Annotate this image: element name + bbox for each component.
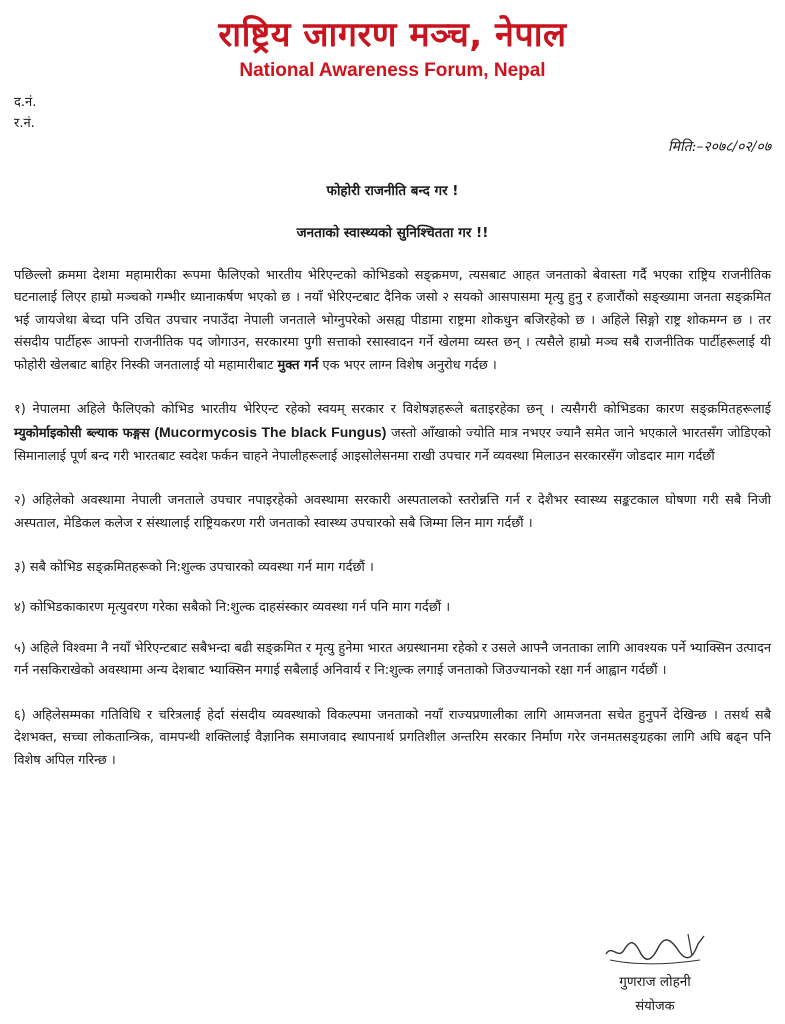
org-name-nepali: राष्ट्रिय जागरण मञ्च, नेपाल <box>218 15 567 55</box>
demand-1 <box>14 399 771 468</box>
demand-1-bold-nepali: म्युकोर्माइकोसी ब्ल्याक फङ्गस <box>14 426 150 442</box>
signatory-name: गुणराज लोहनी <box>619 974 691 990</box>
intro-text: पछिल्लो क्रममा देशमा महामारीका रूपमा फैलिएको भारतीय भेरिएन्टको कोभिडको सङ्क्रमण, त्यसबाट आहत जनताको बेवास्ता गर्दै भएका राष्ट्रिय राजनीतिक घटनालाई लिएर हाम्रो मञ्चको गम्भीर ध्यानाकर्षण भएको छ । नयाँ भेरिएन्टबाट दैनिक जसो २ सयको आसपासमा मृत्यु हुनु र हजारौंको सङ्ख्यामा जनता सङ्क्रमित भई जायजेथा बेच्दा पनि उचित उपचार नपाउँदा नेपाली जनताले भोग्नुपरेको असह्य पीडामा राष्ट्रमा शोकधुन बजिरहेको छ । अहिले सिङ्गो राष्ट्र शोकमग्न छ । तर संसदीय पार्टीहरू आफ्नो राजनीतिक पद जोगाउन, सरकारमा पुगी सत्ताको रसास्वादन गर्ने खेलमा व्यस्त छन् । त्यसैले हाम्रो मञ्च सबै राजनीतिक पार्टीहरूलाई यी फोहोरी खेलबाट बाहिर निस्की जनतालाई यो महामारीबाट <box>14 268 771 373</box>
intro-paragraph <box>14 265 771 377</box>
demand-2: २) अहिलेको अवस्थामा नेपाली जनताले उपचार नपाइरहेको अवस्थामा सरकारी अस्पतालको स्तरोन्नत्ति गर्न र देशैभर स्वास्थ्य सङ्कटकाल घोषणा गरी सबै निजी अस्पताल, मेडिकल कलेज र संस्थालाई राष्ट्रियकरण गरी जनताको स्वास्थ्य उपचारको सबै जिम्मा लिन माग गर्दछौं । <box>14 493 771 531</box>
heading-secondary: जनताको स्वास्थ्यको सुनिश्चितता गर !! <box>296 225 489 241</box>
signature-block <box>585 930 725 1014</box>
demand-1-text: १) नेपालमा अहिले फैलिएको कोभिड भारतीय भेरिएन्ट रहेको स्वयम् सरकार र विशेषज्ञहरूले बताइरहेका छन् । त्यसैगरी कोभिडका कारण सङ्क्रमितहरूलाई <box>14 402 771 418</box>
reference-block <box>14 92 36 134</box>
demand-6: ६) अहिलेसम्मका गतिविधि र चरित्रलाई हेर्दा संसदीय व्यवस्थाको विकल्पमा जनताको नयाँ राज्यप्रणालीका लागि आमजनता सचेत हुनुपर्ने देखिन्छ । तसर्थ सबै देशभक्त, सच्चा लोकतान्त्रिक, वामपन्थी शक्तिलाई वैज्ञानिक समाजवाद स्थापनार्थ प्रगतिशील अन्तरिम सरकार निर्माण गरेर जनमतसङ्ग्रहका लागि अघि बढ्न पनि विशेष अपिल गरिन्छ । <box>14 707 771 768</box>
reference-number-label: र.नं. <box>14 116 35 131</box>
letter-body <box>14 265 771 794</box>
demand-1-bold-english: (Mucormycosis The black Fungus) <box>154 424 387 441</box>
demand-4: ४) कोभिडकाकारण मृत्युवरण गरेका सबैको नि:शुल्क दाहसंस्कार व्यवस्था गर्न पनि माग गर्दछौं । <box>14 600 451 616</box>
signatory-title: संयोजक <box>635 999 675 1014</box>
demand-3: ३) सबै कोभिड सङ्क्रमितहरूको नि:शुल्क उपचारको व्यवस्था गर्न माग गर्दछौं । <box>14 560 374 576</box>
org-name-english: National Awareness Forum, Nepal <box>239 60 546 81</box>
handwritten-signature <box>600 930 710 970</box>
heading-primary: फोहोरी राजनीति बन्द गर ! <box>326 183 459 199</box>
demand-5: ५) अहिले विश्वमा नै नयाँ भेरिएन्टबाट सबैभन्दा बढी सङ्क्रमित र मृत्यु हुनेमा भारत अग्रस्थानमा रहेको र उसले आफ्नै जनताका लागि आवश्यक पर्ने भ्याक्सिन उत्पादन गर्न नसकिराखेको अवस्थामा अन्य देशबाट भ्याक्सिन मगाई सबैलाई अनिवार्य र नि:शुल्क लगाई जनताको जिउज्यानको रक्षा गर्न आह्वान गर्दछौं । <box>14 640 771 679</box>
demand-1-text-end: जस्तो आँखाको ज्योति मात्र नभएर ज्यानै समेत जाने भएकाले भारतसँग जोडिएको सिमानालाई पूर्ण बन्द गरी भारतबाट स्वदेश फर्कन चाहने नेपालीहरूलाई आइसोलेसनमा राखी उपचार गर्ने व्यवस्था मिलाउन सरकारसँग जोडदार माग गर्दछौं <box>14 426 772 464</box>
intro-text-end: एक भएर लाग्न विशेष अनुरोध गर्दछ । <box>322 357 497 373</box>
dispatch-number-label: द.नं. <box>14 95 37 110</box>
letter-date: मिति:–२०७८/०२/०७ <box>668 139 771 155</box>
intro-bold-text: मुक्त गर्न <box>277 357 319 373</box>
